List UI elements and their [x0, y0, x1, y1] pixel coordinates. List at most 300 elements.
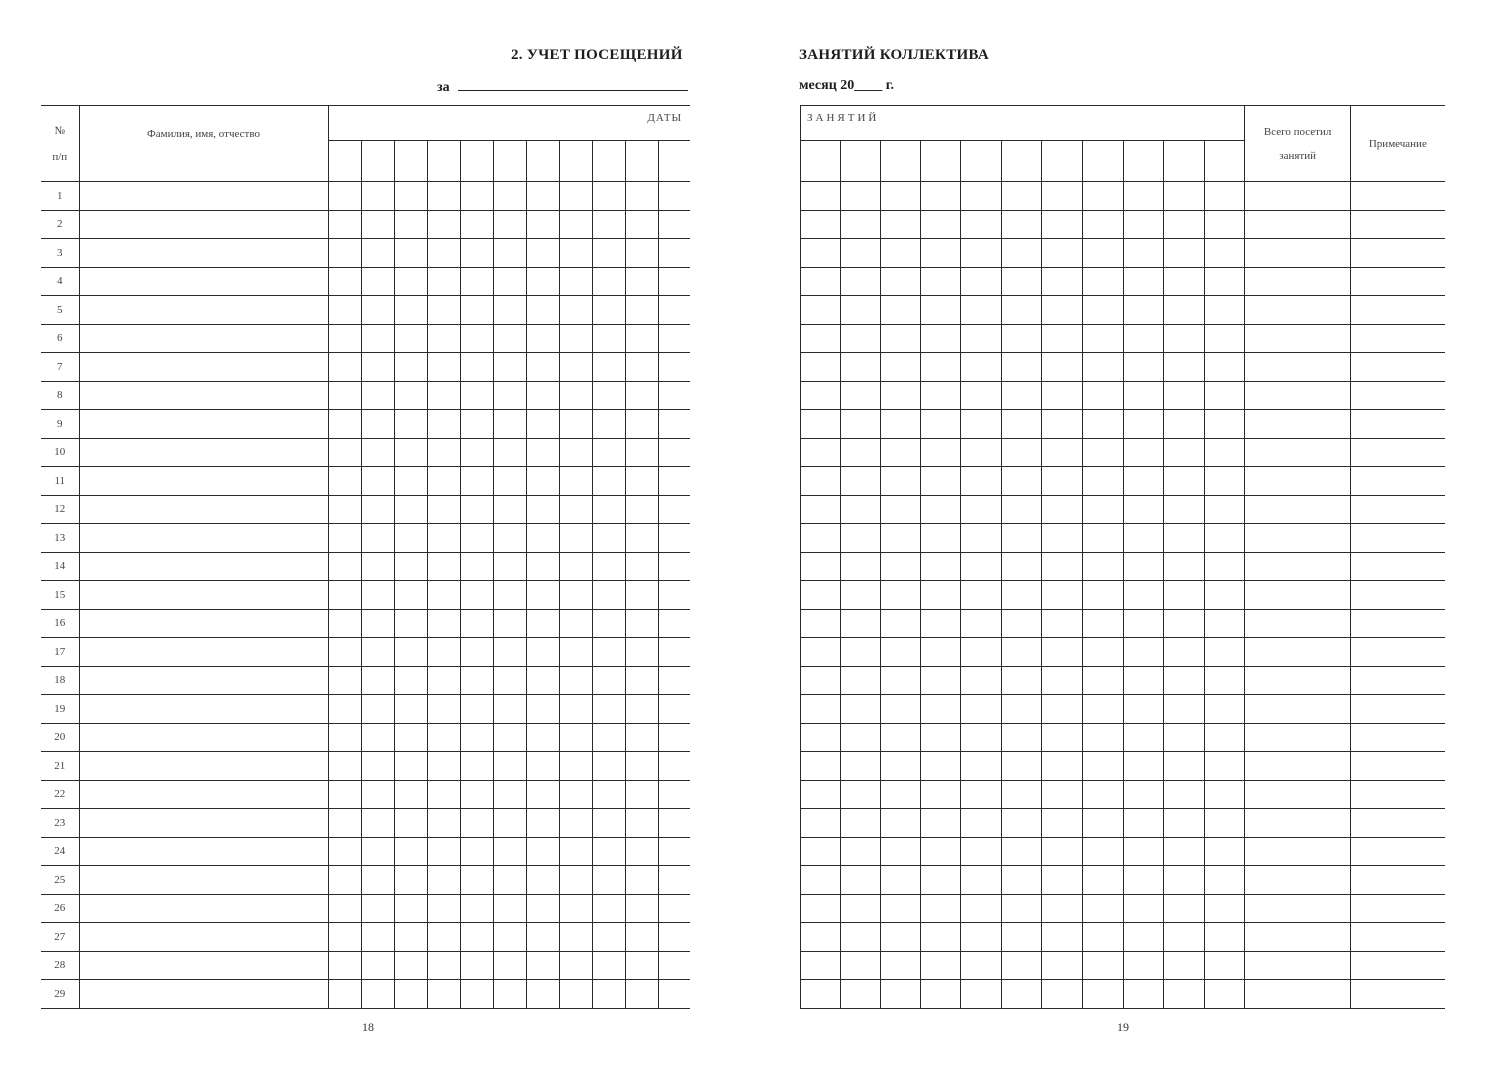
attendance-cell[interactable]: [427, 438, 460, 467]
attendance-cell[interactable]: [460, 951, 493, 980]
attendance-cell[interactable]: [881, 296, 921, 325]
attendance-cell[interactable]: [961, 467, 1002, 496]
note-cell[interactable]: [1351, 581, 1445, 610]
attendance-cell[interactable]: [801, 267, 841, 296]
attendance-cell[interactable]: [658, 809, 690, 838]
attendance-cell[interactable]: [460, 695, 493, 724]
attendance-cell[interactable]: [1124, 296, 1164, 325]
attendance-cell[interactable]: [526, 723, 559, 752]
attendance-cell[interactable]: [493, 324, 526, 353]
attendance-cell[interactable]: [559, 552, 592, 581]
attendance-cell[interactable]: [801, 894, 841, 923]
attendance-cell[interactable]: [1002, 296, 1042, 325]
name-cell[interactable]: [79, 381, 328, 410]
total-cell[interactable]: [1245, 894, 1351, 923]
attendance-cell[interactable]: [361, 353, 394, 382]
attendance-cell[interactable]: [1124, 410, 1164, 439]
attendance-cell[interactable]: [559, 894, 592, 923]
attendance-cell[interactable]: [1083, 752, 1124, 781]
attendance-cell[interactable]: [1083, 894, 1124, 923]
date-header-cell[interactable]: [394, 141, 427, 182]
attendance-cell[interactable]: [881, 894, 921, 923]
attendance-cell[interactable]: [961, 609, 1002, 638]
attendance-cell[interactable]: [427, 723, 460, 752]
attendance-cell[interactable]: [592, 239, 625, 268]
attendance-cell[interactable]: [427, 324, 460, 353]
lesson-header-cell[interactable]: [1124, 141, 1164, 182]
attendance-cell[interactable]: [1124, 467, 1164, 496]
attendance-cell[interactable]: [1124, 951, 1164, 980]
attendance-cell[interactable]: [592, 210, 625, 239]
name-cell[interactable]: [79, 581, 328, 610]
attendance-cell[interactable]: [801, 467, 841, 496]
note-cell[interactable]: [1351, 866, 1445, 895]
attendance-cell[interactable]: [625, 210, 658, 239]
attendance-cell[interactable]: [1124, 524, 1164, 553]
attendance-cell[interactable]: [1042, 666, 1083, 695]
attendance-cell[interactable]: [493, 866, 526, 895]
attendance-cell[interactable]: [592, 809, 625, 838]
attendance-cell[interactable]: [841, 410, 881, 439]
attendance-cell[interactable]: [1164, 410, 1205, 439]
attendance-cell[interactable]: [881, 638, 921, 667]
name-cell[interactable]: [79, 495, 328, 524]
attendance-cell[interactable]: [658, 296, 690, 325]
attendance-cell[interactable]: [1205, 182, 1245, 211]
attendance-cell[interactable]: [460, 239, 493, 268]
attendance-cell[interactable]: [559, 581, 592, 610]
total-cell[interactable]: [1245, 182, 1351, 211]
attendance-cell[interactable]: [801, 695, 841, 724]
attendance-cell[interactable]: [427, 495, 460, 524]
attendance-cell[interactable]: [961, 353, 1002, 382]
attendance-cell[interactable]: [1205, 267, 1245, 296]
attendance-cell[interactable]: [1042, 210, 1083, 239]
total-cell[interactable]: [1245, 581, 1351, 610]
attendance-cell[interactable]: [592, 780, 625, 809]
date-header-cell[interactable]: [328, 141, 361, 182]
attendance-cell[interactable]: [592, 182, 625, 211]
attendance-cell[interactable]: [881, 353, 921, 382]
name-cell[interactable]: [79, 609, 328, 638]
attendance-cell[interactable]: [592, 666, 625, 695]
attendance-cell[interactable]: [1164, 581, 1205, 610]
attendance-cell[interactable]: [361, 324, 394, 353]
attendance-cell[interactable]: [801, 752, 841, 781]
attendance-cell[interactable]: [361, 438, 394, 467]
attendance-cell[interactable]: [881, 723, 921, 752]
attendance-cell[interactable]: [881, 980, 921, 1009]
attendance-cell[interactable]: [427, 609, 460, 638]
name-cell[interactable]: [79, 752, 328, 781]
attendance-cell[interactable]: [460, 296, 493, 325]
attendance-cell[interactable]: [460, 666, 493, 695]
attendance-cell[interactable]: [328, 381, 361, 410]
attendance-cell[interactable]: [1002, 866, 1042, 895]
attendance-cell[interactable]: [841, 381, 881, 410]
attendance-cell[interactable]: [961, 381, 1002, 410]
attendance-cell[interactable]: [559, 809, 592, 838]
attendance-cell[interactable]: [394, 638, 427, 667]
attendance-cell[interactable]: [559, 353, 592, 382]
attendance-cell[interactable]: [559, 438, 592, 467]
date-header-cell[interactable]: [361, 141, 394, 182]
total-cell[interactable]: [1245, 467, 1351, 496]
attendance-cell[interactable]: [625, 866, 658, 895]
total-cell[interactable]: [1245, 324, 1351, 353]
attendance-cell[interactable]: [1164, 951, 1205, 980]
attendance-cell[interactable]: [526, 381, 559, 410]
attendance-cell[interactable]: [493, 210, 526, 239]
attendance-cell[interactable]: [625, 267, 658, 296]
attendance-cell[interactable]: [361, 524, 394, 553]
attendance-cell[interactable]: [427, 353, 460, 382]
attendance-cell[interactable]: [1205, 638, 1245, 667]
attendance-cell[interactable]: [394, 239, 427, 268]
attendance-cell[interactable]: [801, 581, 841, 610]
attendance-cell[interactable]: [427, 296, 460, 325]
note-cell[interactable]: [1351, 182, 1445, 211]
attendance-cell[interactable]: [1042, 923, 1083, 952]
attendance-cell[interactable]: [1205, 980, 1245, 1009]
attendance-cell[interactable]: [559, 467, 592, 496]
attendance-cell[interactable]: [1083, 638, 1124, 667]
total-cell[interactable]: [1245, 980, 1351, 1009]
attendance-cell[interactable]: [801, 951, 841, 980]
attendance-cell[interactable]: [1042, 353, 1083, 382]
attendance-cell[interactable]: [394, 581, 427, 610]
attendance-cell[interactable]: [559, 638, 592, 667]
attendance-cell[interactable]: [1124, 752, 1164, 781]
attendance-cell[interactable]: [526, 495, 559, 524]
attendance-cell[interactable]: [1205, 324, 1245, 353]
attendance-cell[interactable]: [1002, 951, 1042, 980]
total-cell[interactable]: [1245, 239, 1351, 268]
attendance-cell[interactable]: [1124, 780, 1164, 809]
attendance-cell[interactable]: [1205, 210, 1245, 239]
attendance-cell[interactable]: [1124, 666, 1164, 695]
attendance-cell[interactable]: [526, 951, 559, 980]
attendance-cell[interactable]: [328, 638, 361, 667]
attendance-cell[interactable]: [1002, 467, 1042, 496]
attendance-cell[interactable]: [881, 951, 921, 980]
attendance-cell[interactable]: [1205, 495, 1245, 524]
attendance-cell[interactable]: [592, 410, 625, 439]
attendance-cell[interactable]: [1042, 552, 1083, 581]
attendance-cell[interactable]: [658, 951, 690, 980]
attendance-cell[interactable]: [961, 438, 1002, 467]
lesson-header-cell[interactable]: [921, 141, 961, 182]
attendance-cell[interactable]: [1164, 780, 1205, 809]
attendance-cell[interactable]: [427, 980, 460, 1009]
attendance-cell[interactable]: [526, 581, 559, 610]
attendance-cell[interactable]: [921, 866, 961, 895]
attendance-cell[interactable]: [460, 980, 493, 1009]
attendance-cell[interactable]: [801, 410, 841, 439]
note-cell[interactable]: [1351, 410, 1445, 439]
attendance-cell[interactable]: [841, 951, 881, 980]
attendance-cell[interactable]: [921, 666, 961, 695]
attendance-cell[interactable]: [961, 695, 1002, 724]
name-cell[interactable]: [79, 809, 328, 838]
attendance-cell[interactable]: [961, 894, 1002, 923]
attendance-cell[interactable]: [460, 495, 493, 524]
attendance-cell[interactable]: [394, 410, 427, 439]
attendance-cell[interactable]: [921, 752, 961, 781]
attendance-cell[interactable]: [841, 296, 881, 325]
name-cell[interactable]: [79, 324, 328, 353]
attendance-cell[interactable]: [559, 980, 592, 1009]
attendance-cell[interactable]: [658, 609, 690, 638]
attendance-cell[interactable]: [1124, 210, 1164, 239]
attendance-cell[interactable]: [921, 182, 961, 211]
attendance-cell[interactable]: [881, 467, 921, 496]
attendance-cell[interactable]: [1083, 381, 1124, 410]
attendance-cell[interactable]: [801, 438, 841, 467]
attendance-cell[interactable]: [881, 552, 921, 581]
total-cell[interactable]: [1245, 609, 1351, 638]
attendance-cell[interactable]: [493, 381, 526, 410]
attendance-cell[interactable]: [427, 581, 460, 610]
note-cell[interactable]: [1351, 524, 1445, 553]
attendance-cell[interactable]: [841, 809, 881, 838]
attendance-cell[interactable]: [328, 438, 361, 467]
attendance-cell[interactable]: [961, 182, 1002, 211]
attendance-cell[interactable]: [559, 495, 592, 524]
attendance-cell[interactable]: [1205, 894, 1245, 923]
attendance-cell[interactable]: [559, 780, 592, 809]
attendance-cell[interactable]: [1205, 410, 1245, 439]
attendance-cell[interactable]: [592, 381, 625, 410]
attendance-cell[interactable]: [658, 752, 690, 781]
attendance-cell[interactable]: [328, 495, 361, 524]
attendance-cell[interactable]: [460, 182, 493, 211]
attendance-cell[interactable]: [1205, 837, 1245, 866]
attendance-cell[interactable]: [460, 324, 493, 353]
attendance-cell[interactable]: [328, 609, 361, 638]
total-cell[interactable]: [1245, 552, 1351, 581]
attendance-cell[interactable]: [427, 182, 460, 211]
attendance-cell[interactable]: [1042, 182, 1083, 211]
attendance-cell[interactable]: [841, 438, 881, 467]
attendance-cell[interactable]: [427, 467, 460, 496]
attendance-cell[interactable]: [801, 609, 841, 638]
attendance-cell[interactable]: [1002, 239, 1042, 268]
attendance-cell[interactable]: [841, 467, 881, 496]
attendance-cell[interactable]: [961, 239, 1002, 268]
attendance-cell[interactable]: [1205, 752, 1245, 781]
attendance-cell[interactable]: [592, 866, 625, 895]
attendance-cell[interactable]: [1164, 296, 1205, 325]
attendance-cell[interactable]: [961, 638, 1002, 667]
attendance-cell[interactable]: [361, 866, 394, 895]
attendance-cell[interactable]: [493, 353, 526, 382]
attendance-cell[interactable]: [592, 837, 625, 866]
attendance-cell[interactable]: [1002, 524, 1042, 553]
attendance-cell[interactable]: [801, 809, 841, 838]
attendance-cell[interactable]: [394, 837, 427, 866]
attendance-cell[interactable]: [328, 524, 361, 553]
attendance-cell[interactable]: [1042, 609, 1083, 638]
attendance-cell[interactable]: [1042, 866, 1083, 895]
attendance-cell[interactable]: [328, 324, 361, 353]
attendance-cell[interactable]: [1042, 894, 1083, 923]
attendance-cell[interactable]: [1124, 353, 1164, 382]
attendance-cell[interactable]: [328, 780, 361, 809]
attendance-cell[interactable]: [328, 894, 361, 923]
attendance-cell[interactable]: [394, 980, 427, 1009]
total-cell[interactable]: [1245, 866, 1351, 895]
note-cell[interactable]: [1351, 267, 1445, 296]
attendance-cell[interactable]: [1083, 923, 1124, 952]
note-cell[interactable]: [1351, 894, 1445, 923]
attendance-cell[interactable]: [961, 524, 1002, 553]
attendance-cell[interactable]: [841, 239, 881, 268]
name-cell[interactable]: [79, 267, 328, 296]
attendance-cell[interactable]: [658, 467, 690, 496]
attendance-cell[interactable]: [394, 894, 427, 923]
attendance-cell[interactable]: [460, 581, 493, 610]
attendance-cell[interactable]: [1164, 182, 1205, 211]
total-cell[interactable]: [1245, 695, 1351, 724]
attendance-cell[interactable]: [1083, 695, 1124, 724]
attendance-cell[interactable]: [625, 695, 658, 724]
lesson-header-cell[interactable]: [841, 141, 881, 182]
attendance-cell[interactable]: [394, 438, 427, 467]
attendance-cell[interactable]: [592, 467, 625, 496]
attendance-cell[interactable]: [881, 381, 921, 410]
attendance-cell[interactable]: [1124, 809, 1164, 838]
name-cell[interactable]: [79, 438, 328, 467]
attendance-cell[interactable]: [394, 353, 427, 382]
note-cell[interactable]: [1351, 495, 1445, 524]
attendance-cell[interactable]: [625, 723, 658, 752]
name-cell[interactable]: [79, 980, 328, 1009]
attendance-cell[interactable]: [526, 752, 559, 781]
attendance-cell[interactable]: [526, 324, 559, 353]
note-cell[interactable]: [1351, 923, 1445, 952]
attendance-cell[interactable]: [493, 581, 526, 610]
attendance-cell[interactable]: [1042, 809, 1083, 838]
attendance-cell[interactable]: [394, 951, 427, 980]
attendance-cell[interactable]: [1083, 438, 1124, 467]
attendance-cell[interactable]: [328, 951, 361, 980]
attendance-cell[interactable]: [881, 267, 921, 296]
attendance-cell[interactable]: [526, 353, 559, 382]
attendance-cell[interactable]: [625, 381, 658, 410]
attendance-cell[interactable]: [961, 780, 1002, 809]
attendance-cell[interactable]: [493, 666, 526, 695]
attendance-cell[interactable]: [460, 837, 493, 866]
attendance-cell[interactable]: [328, 809, 361, 838]
lesson-header-cell[interactable]: [1164, 141, 1205, 182]
attendance-cell[interactable]: [881, 524, 921, 553]
attendance-cell[interactable]: [427, 381, 460, 410]
attendance-cell[interactable]: [1164, 609, 1205, 638]
attendance-cell[interactable]: [460, 467, 493, 496]
attendance-cell[interactable]: [625, 923, 658, 952]
attendance-cell[interactable]: [1164, 695, 1205, 724]
attendance-cell[interactable]: [394, 609, 427, 638]
attendance-cell[interactable]: [493, 524, 526, 553]
attendance-cell[interactable]: [328, 353, 361, 382]
attendance-cell[interactable]: [559, 182, 592, 211]
attendance-cell[interactable]: [1083, 609, 1124, 638]
attendance-cell[interactable]: [1124, 923, 1164, 952]
attendance-cell[interactable]: [592, 524, 625, 553]
attendance-cell[interactable]: [625, 666, 658, 695]
attendance-cell[interactable]: [361, 666, 394, 695]
total-cell[interactable]: [1245, 524, 1351, 553]
attendance-cell[interactable]: [361, 980, 394, 1009]
attendance-cell[interactable]: [1002, 210, 1042, 239]
attendance-cell[interactable]: [801, 324, 841, 353]
attendance-cell[interactable]: [427, 239, 460, 268]
attendance-cell[interactable]: [493, 951, 526, 980]
attendance-cell[interactable]: [921, 951, 961, 980]
attendance-cell[interactable]: [526, 638, 559, 667]
note-cell[interactable]: [1351, 638, 1445, 667]
attendance-cell[interactable]: [592, 951, 625, 980]
attendance-cell[interactable]: [1164, 524, 1205, 553]
attendance-cell[interactable]: [921, 495, 961, 524]
attendance-cell[interactable]: [361, 182, 394, 211]
attendance-cell[interactable]: [526, 267, 559, 296]
total-cell[interactable]: [1245, 951, 1351, 980]
attendance-cell[interactable]: [921, 324, 961, 353]
lesson-header-cell[interactable]: [1083, 141, 1124, 182]
attendance-cell[interactable]: [658, 923, 690, 952]
attendance-cell[interactable]: [1205, 695, 1245, 724]
name-cell[interactable]: [79, 638, 328, 667]
attendance-cell[interactable]: [1205, 524, 1245, 553]
attendance-cell[interactable]: [841, 324, 881, 353]
name-cell[interactable]: [79, 552, 328, 581]
attendance-cell[interactable]: [881, 809, 921, 838]
attendance-cell[interactable]: [625, 438, 658, 467]
attendance-cell[interactable]: [801, 296, 841, 325]
attendance-cell[interactable]: [921, 296, 961, 325]
name-cell[interactable]: [79, 239, 328, 268]
attendance-cell[interactable]: [526, 552, 559, 581]
attendance-cell[interactable]: [394, 923, 427, 952]
attendance-cell[interactable]: [881, 438, 921, 467]
attendance-cell[interactable]: [1164, 980, 1205, 1009]
attendance-cell[interactable]: [921, 267, 961, 296]
attendance-cell[interactable]: [1083, 866, 1124, 895]
attendance-cell[interactable]: [328, 695, 361, 724]
attendance-cell[interactable]: [1083, 182, 1124, 211]
attendance-cell[interactable]: [1164, 239, 1205, 268]
total-cell[interactable]: [1245, 353, 1351, 382]
attendance-cell[interactable]: [493, 780, 526, 809]
note-cell[interactable]: [1351, 353, 1445, 382]
note-cell[interactable]: [1351, 324, 1445, 353]
note-cell[interactable]: [1351, 239, 1445, 268]
attendance-cell[interactable]: [625, 552, 658, 581]
date-header-cell[interactable]: [460, 141, 493, 182]
attendance-cell[interactable]: [625, 752, 658, 781]
attendance-cell[interactable]: [1002, 182, 1042, 211]
attendance-cell[interactable]: [1164, 666, 1205, 695]
attendance-cell[interactable]: [658, 524, 690, 553]
attendance-cell[interactable]: [625, 638, 658, 667]
attendance-cell[interactable]: [1083, 495, 1124, 524]
attendance-cell[interactable]: [328, 552, 361, 581]
attendance-cell[interactable]: [526, 923, 559, 952]
attendance-cell[interactable]: [592, 609, 625, 638]
attendance-cell[interactable]: [493, 267, 526, 296]
